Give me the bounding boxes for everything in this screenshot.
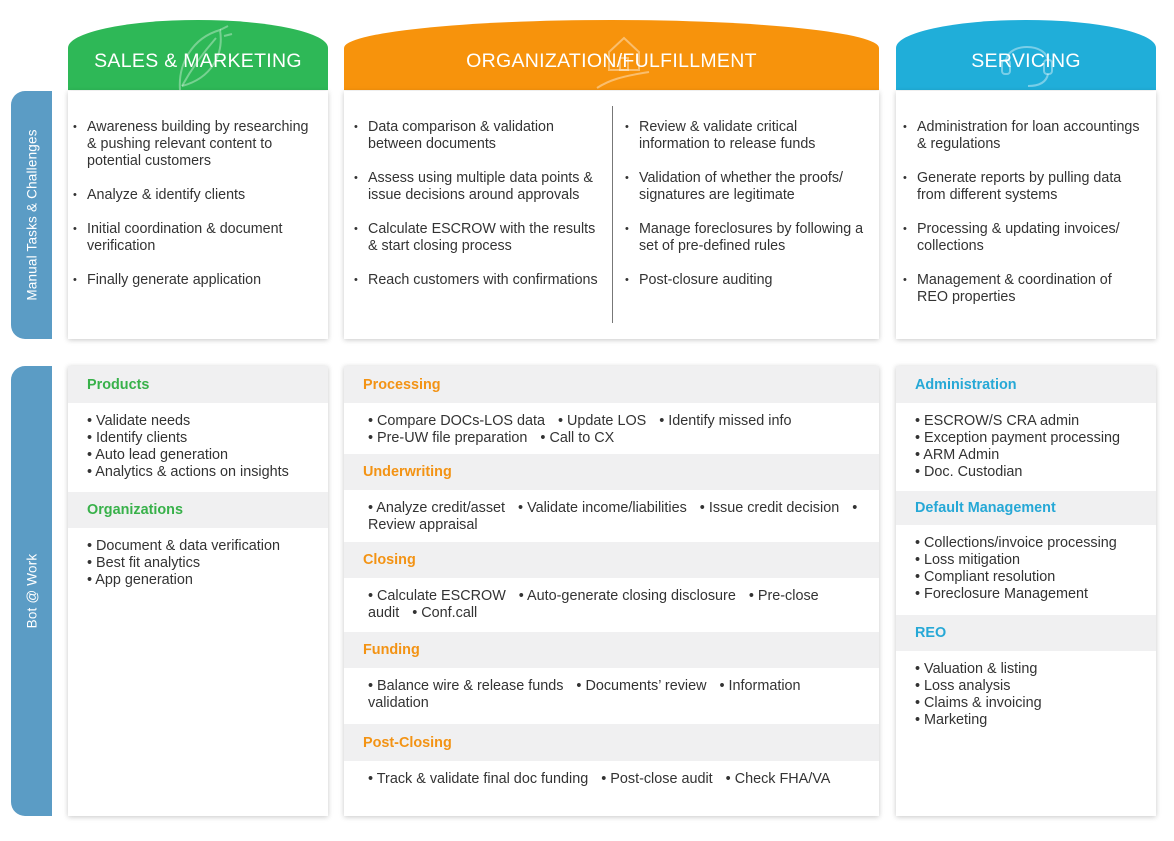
org-task-list-right	[620, 119, 870, 306]
section-body-funding	[344, 668, 879, 724]
list-item: • Post-close audit	[601, 771, 713, 787]
list-item: • Analytics & actions on insights	[87, 464, 289, 480]
section-header-reo: REO	[896, 615, 1156, 651]
list-item: • Management & coordination of REO properties	[898, 272, 1143, 306]
list-item: • Loss mitigation	[915, 552, 1021, 568]
list-item: • ARM Admin	[915, 447, 1000, 463]
list-item: • Analyze credit/asset	[368, 500, 506, 516]
organization-fulfillment-title: ORGANIZATION/FULFILLMENT	[466, 49, 757, 72]
manual-tasks-side-tab	[11, 91, 52, 339]
section-header-funding: Funding	[344, 632, 879, 668]
list-item: • Doc. Custodian	[915, 464, 1023, 480]
bot-at-work-side-tab	[11, 366, 52, 816]
section-header-post-closing: Post-Closing	[344, 724, 879, 761]
list-item: • Claims & invoicing	[915, 695, 1042, 711]
sales-task-list	[68, 119, 313, 306]
bot-at-work-label: Bot @ Work	[24, 553, 39, 629]
list-item: • Collections/invoice processing	[915, 535, 1117, 551]
section-body-underwriting	[344, 490, 879, 542]
sales-marketing-header	[68, 20, 328, 90]
servicing-header	[896, 20, 1156, 90]
section-body-products	[68, 403, 328, 492]
list-item: • Identify missed info	[659, 413, 792, 429]
section-body-administration	[896, 403, 1156, 491]
list-item: • Valuation & listing	[915, 661, 1038, 677]
org-tasks-card	[344, 91, 879, 339]
list-item: • Track & validate final doc funding	[368, 771, 589, 787]
organization-fulfillment-header	[344, 20, 879, 90]
section-header-closing: Closing	[344, 542, 879, 578]
sales-bot-card	[68, 366, 328, 816]
list-item: • Validate income/liabilities	[518, 500, 687, 516]
list-item: • Compliant resolution	[915, 569, 1056, 585]
list-item: • Call to CX	[540, 430, 615, 446]
section-header-processing: Processing	[344, 366, 879, 403]
section-body-reo	[896, 651, 1156, 729]
org-task-list-left	[349, 119, 599, 306]
org-bot-card	[344, 366, 879, 816]
list-item: • Finally generate application	[68, 272, 313, 289]
section-header-default-management: Default Management	[896, 491, 1156, 525]
list-item: • Documents’ review	[576, 678, 707, 694]
list-item: • Awareness building by researching & pushing relevant content to potential customers	[68, 119, 313, 170]
list-item: • Review appraisal	[368, 500, 858, 533]
list-item: • Identify clients	[87, 430, 188, 446]
list-item: • Exception payment processing	[915, 430, 1121, 446]
list-item: • App generation	[87, 572, 193, 588]
list-item: • Update LOS	[558, 413, 647, 429]
servicing-tasks-card	[896, 91, 1156, 339]
list-item: • Processing & updating invoices/ collections	[898, 221, 1143, 255]
servicing-task-list	[898, 119, 1143, 323]
list-item: • Auto lead generation	[87, 447, 229, 463]
list-item: • Calculate ESCROW	[368, 588, 506, 604]
list-item: • Manage foreclosures by following a set of pre-defined rules	[620, 221, 870, 255]
sales-marketing-title: SALES & MARKETING	[94, 49, 302, 72]
section-header-products: Products	[68, 366, 328, 403]
section-body-post-closing	[344, 761, 879, 788]
list-item: • Review & validate critical information to release funds	[620, 119, 870, 153]
list-item: • Validate needs	[87, 413, 191, 429]
servicing-bot-card	[896, 366, 1156, 816]
section-body-processing	[344, 403, 879, 454]
sales-tasks-card	[68, 91, 328, 339]
list-item: • Pre-UW file preparation	[368, 430, 528, 446]
list-item: • Calculate ESCROW with the results & start closing process	[349, 221, 599, 255]
list-item: • Marketing	[915, 712, 988, 728]
column-divider	[612, 106, 613, 323]
list-item: • Pre-close audit	[368, 588, 819, 621]
list-item: • Post-closure auditing	[620, 272, 870, 289]
list-item: • Analyze & identify clients	[68, 187, 313, 204]
list-item: • Loss analysis	[915, 678, 1011, 694]
section-body-default-management	[896, 525, 1156, 615]
section-header-underwriting: Underwriting	[344, 454, 879, 490]
section-header-administration: Administration	[896, 366, 1156, 403]
manual-tasks-label: Manual Tasks & Challenges	[24, 129, 39, 301]
list-item: • Validation of whether the proofs/ signatures are legitimate	[620, 170, 870, 204]
list-item: • Compare DOCs-LOS data	[368, 413, 545, 429]
list-item: • Best fit analytics	[87, 555, 201, 571]
list-item: • Assess using multiple data points & issue decisions around approvals	[349, 170, 599, 204]
list-item: • Reach customers with confirmations	[349, 272, 599, 289]
list-item: • Document & data verification	[87, 538, 281, 554]
servicing-title: SERVICING	[971, 49, 1081, 72]
section-header-organizations: Organizations	[68, 492, 328, 528]
list-item: • Administration for loan accountings & regulations	[898, 119, 1143, 153]
list-item: • Auto-generate closing disclosure	[518, 588, 736, 604]
list-item: • Conf.call	[412, 605, 478, 621]
list-item: • Balance wire & release funds	[368, 678, 564, 694]
list-item: • Foreclosure Management	[915, 586, 1089, 602]
list-item: • Information validation	[368, 678, 801, 711]
section-body-closing	[344, 578, 879, 632]
list-item: • Initial coordination & document verification	[68, 221, 313, 255]
list-item: • Generate reports by pulling data from different systems	[898, 170, 1143, 204]
list-item: • Check FHA/VA	[725, 771, 831, 787]
list-item: • Data comparison & validation between documents	[349, 119, 599, 153]
section-body-organizations	[68, 528, 328, 589]
list-item: • ESCROW/S CRA admin	[915, 413, 1080, 429]
list-item: • Issue credit decision	[699, 500, 840, 516]
